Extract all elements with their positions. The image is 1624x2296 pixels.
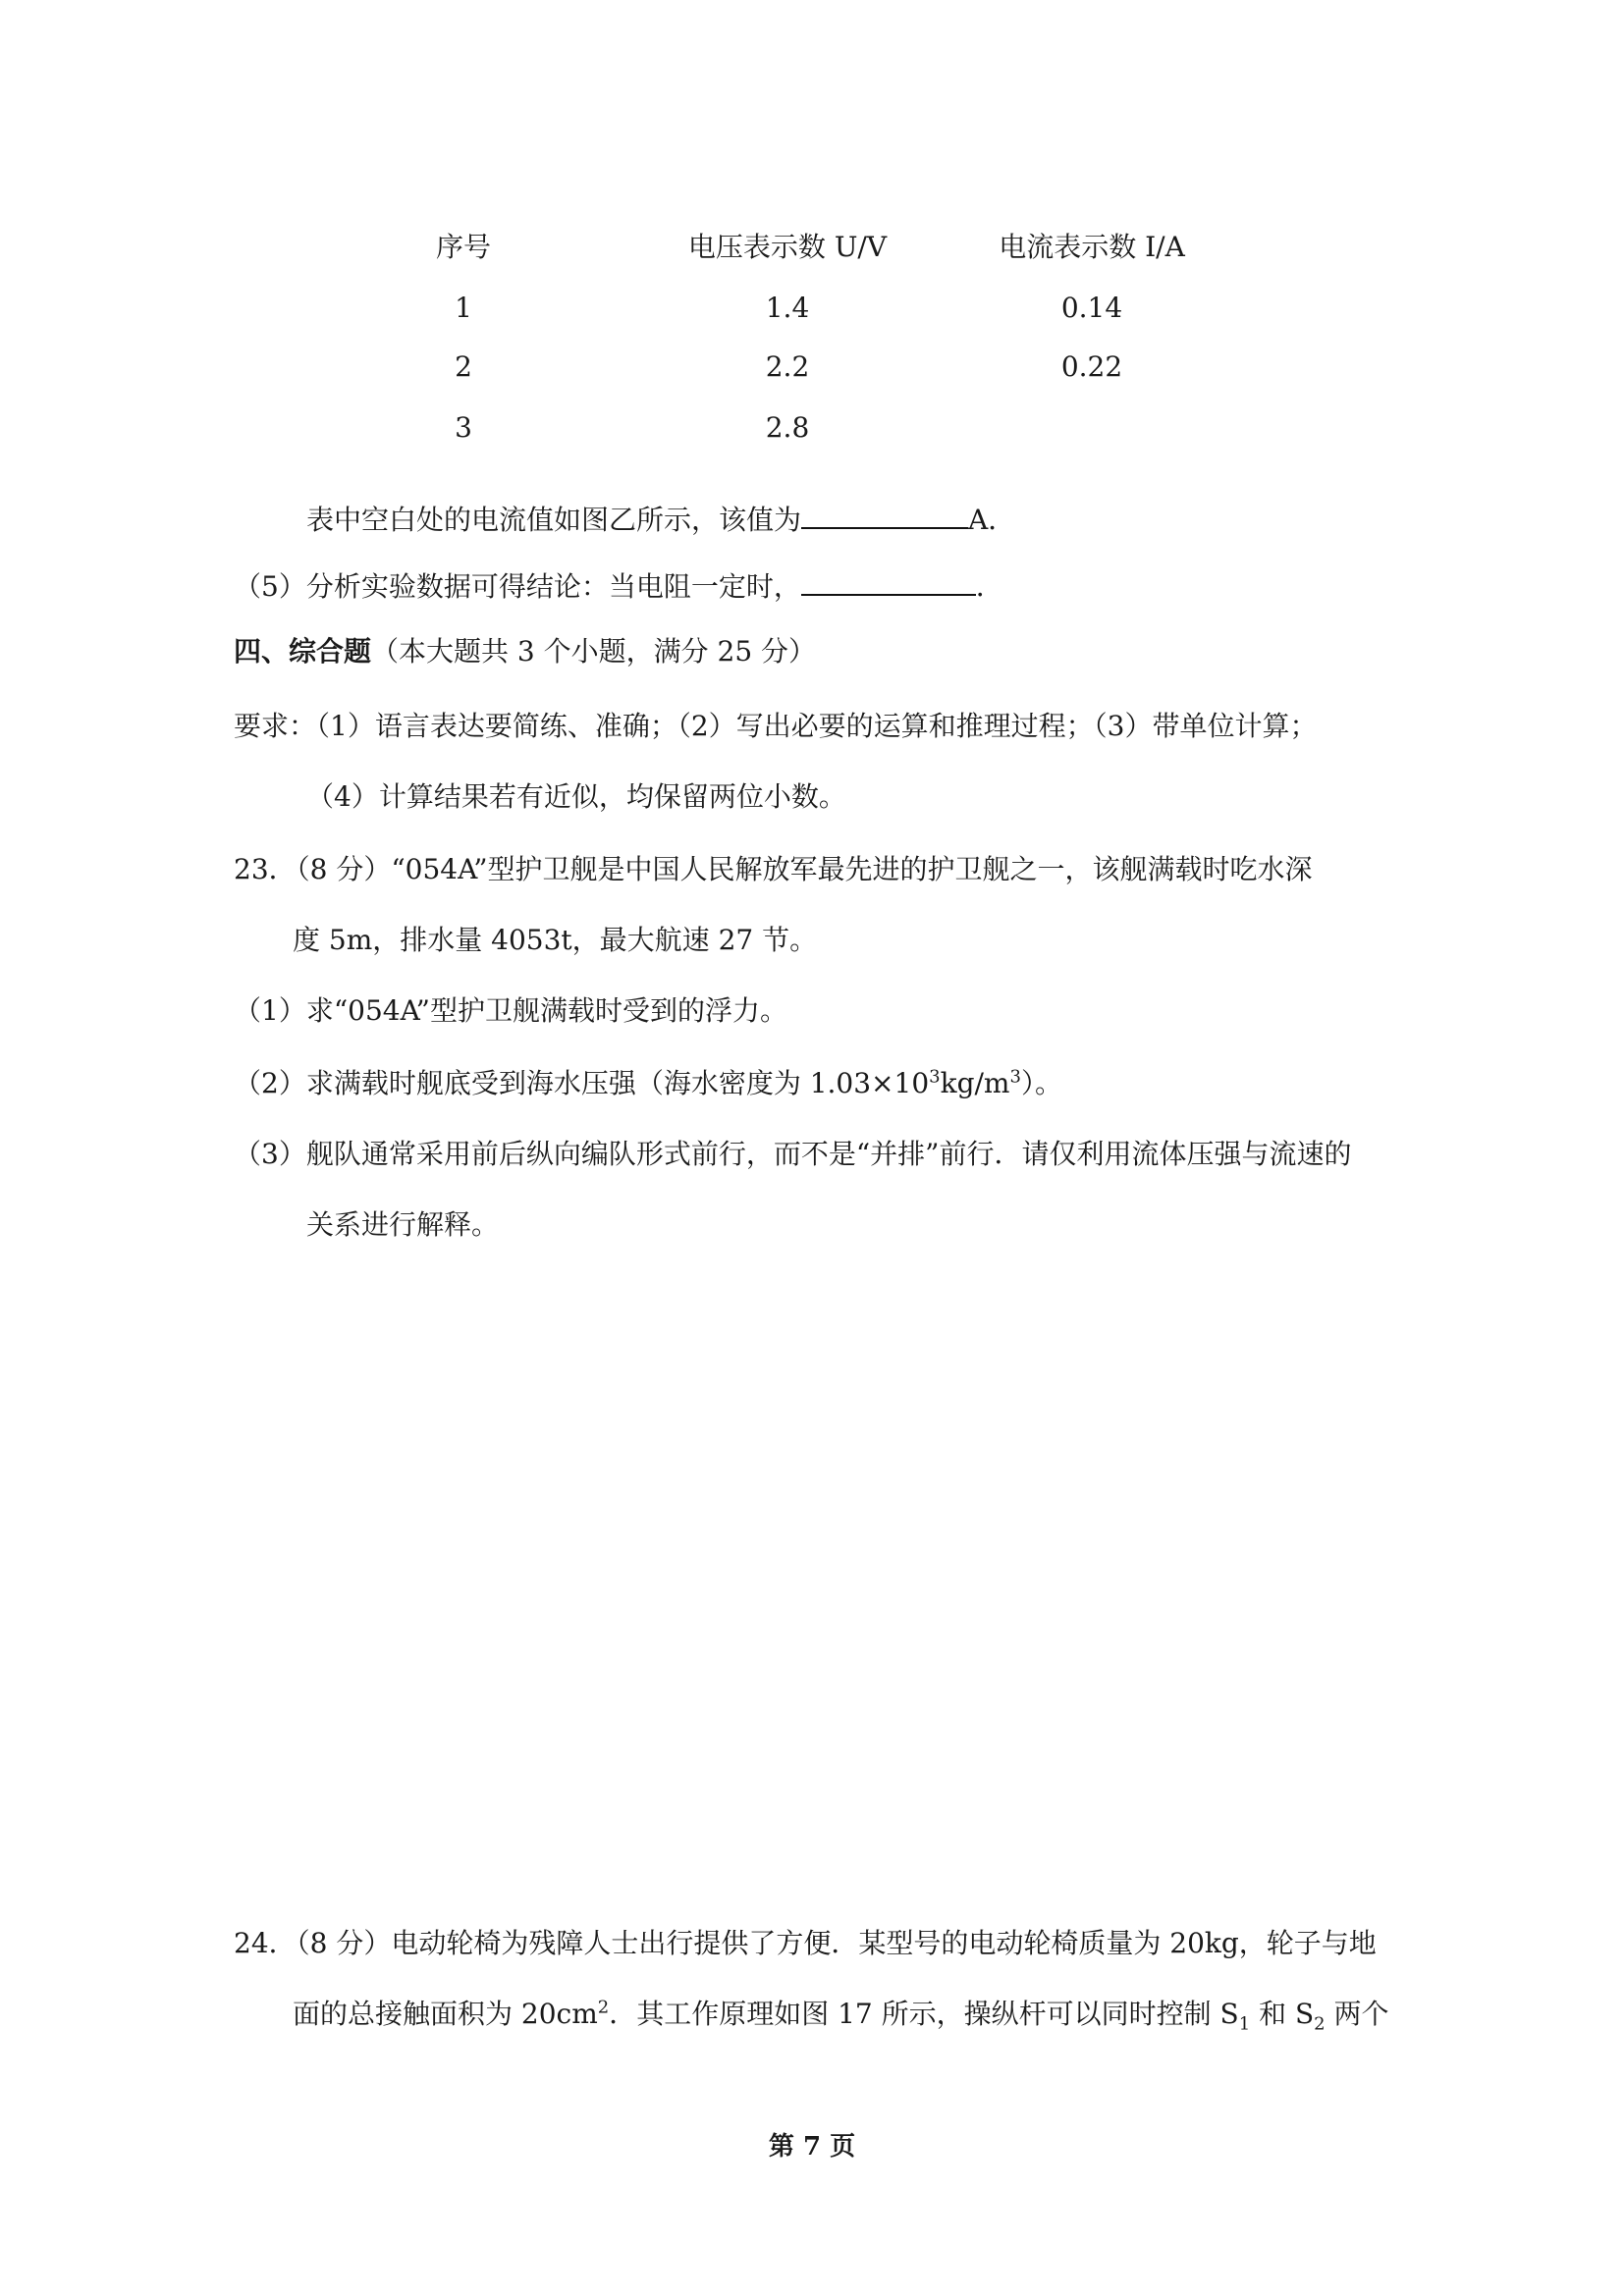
table-cell: 3 [455, 411, 472, 444]
requirements-line2: （4）计算结果若有近似，均保留两位小数。 [306, 780, 846, 813]
exponent: 3 [1009, 1066, 1021, 1088]
q23-part1: （1）求“054A”型护卫舰满载时受到的浮力。 [234, 994, 787, 1027]
q23-part3-line2: 关系进行解释。 [306, 1208, 500, 1241]
q23-part3-line1: （3）舰队通常采用前后纵向编队形式前行，而不是“并排”前行．请仅利用流体压强与流速的 [234, 1138, 1352, 1170]
part5-line [234, 569, 1003, 605]
blank-current-text: 表中空白处的电流值如图乙所示，该值为 [306, 504, 802, 536]
requirements-line1: 要求：（1）语言表达要简练、准确；（2）写出必要的运算和推理过程；（3）带单位计算； [234, 710, 1318, 742]
subscript: 2 [1314, 2013, 1326, 2035]
part5-text: （5）分析实验数据可得结论：当电阻一定时， [234, 570, 801, 603]
q23-line1: 23．（8 分）“054A”型护卫舰是中国人民解放军最先进的护卫舰之一，该舰满载时吃水深 [234, 853, 1313, 885]
q24-line1: 24．（8 分）电动轮椅为残障人士出行提供了方便．某型号的电动轮椅质量为 20kg，轮子与地 [234, 1927, 1377, 1959]
table-cell: 2.2 [765, 350, 810, 383]
table-cell: 2 [455, 350, 472, 383]
unit-text: kg/m [940, 1067, 1010, 1099]
blank-current-unit: A． [968, 504, 1016, 536]
exponent: 3 [929, 1066, 941, 1088]
q23-part2 [234, 1066, 1062, 1101]
answer-blank[interactable] [801, 504, 968, 529]
blank-current-line [306, 503, 1015, 538]
page-number: 第 7 页 [768, 2132, 856, 2162]
q24-line2 [293, 1997, 1389, 2035]
section-note: （本大题共 3 个小题，满分 25 分） [371, 635, 817, 667]
section-heading [234, 634, 816, 669]
table-header-index: 序号 [435, 231, 491, 263]
q23-part2-text: （2）求满载时舰底受到海水压强（海水密度为 1.03×10 [234, 1067, 930, 1099]
answer-blank[interactable] [801, 570, 976, 596]
table-cell: 1 [455, 292, 472, 324]
table-cell: 1.4 [765, 292, 810, 324]
section-title: 四、综合题 [234, 635, 372, 667]
table-cell: 0.14 [1060, 292, 1123, 324]
answer-space[interactable] [234, 1266, 1392, 1904]
table-header-voltage: 电压表示数 U/V [687, 231, 888, 263]
subscript: 1 [1238, 2013, 1251, 2035]
table-header-current: 电流表示数 I/A [999, 231, 1185, 263]
table-cell: 2.8 [765, 411, 810, 444]
q23-part2-end: ）。 [1020, 1067, 1062, 1099]
part5-end: ． [975, 570, 1003, 603]
q24-line2-mid2: 和 S [1250, 1998, 1315, 2030]
q24-line2-text: 面的总接触面积为 20cm [293, 1998, 598, 2030]
exponent: 2 [597, 1997, 610, 2018]
q23-line2: 度 5m，排水量 4053t，最大航速 27 节。 [293, 924, 818, 956]
q24-line2-mid: ．其工作原理如图 17 所示，操纵杆可以同时控制 S [609, 1998, 1239, 2030]
q24-line2-end: 两个 [1325, 1998, 1389, 2030]
table-cell: 0.22 [1060, 350, 1123, 383]
